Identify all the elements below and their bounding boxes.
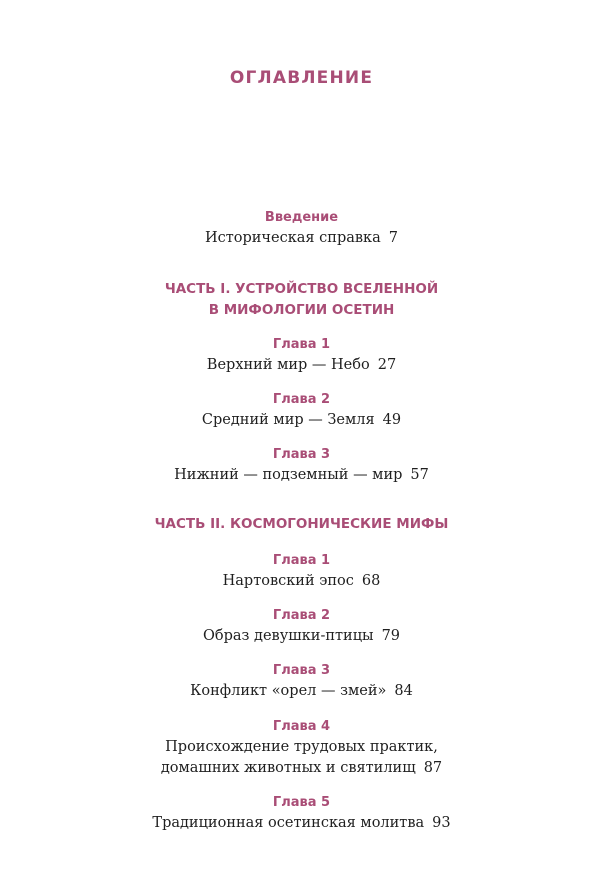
chapter-label: Глава 5 — [272, 795, 331, 810]
chapter-label: Глава 3 — [272, 663, 331, 678]
toc-entry[interactable] — [0, 228, 603, 249]
toc-chapter — [0, 445, 603, 486]
page-number: 84 — [394, 683, 413, 699]
toc-chapter — [0, 606, 603, 647]
entry-title: Верхний мир — Небо — [206, 357, 370, 373]
chapter-label: Глава 1 — [272, 337, 331, 352]
chapter-label: Глава 4 — [272, 719, 331, 734]
page-number: 27 — [377, 357, 397, 373]
chapter-label: Глава 2 — [272, 608, 331, 623]
toc-part-2-heading — [0, 514, 603, 535]
entry-title: Средний мир — Земля — [201, 412, 375, 428]
entry-title: Историческая справка — [204, 230, 381, 246]
part-heading-line: ЧАСТЬ I. УСТРОЙСТВО ВСЕЛЕННОЙ — [164, 281, 439, 297]
toc-entry[interactable] — [0, 410, 603, 431]
entry-title: Нижний — подземный — мир — [174, 467, 403, 483]
part-heading-line: ЧАСТЬ II. КОСМОГОНИЧЕСКИЕ МИФЫ — [154, 516, 449, 532]
page-number: 49 — [382, 412, 402, 428]
entry-title: Образ девушки-птицы — [202, 628, 374, 644]
chapter-label: Глава 2 — [272, 392, 331, 407]
toc-entry[interactable] — [0, 355, 603, 376]
section-heading: Введение — [264, 210, 339, 225]
toc-entry[interactable] — [0, 737, 603, 779]
chapter-label: Глава 1 — [272, 553, 331, 568]
toc-entry[interactable] — [0, 571, 603, 592]
page-number: 87 — [423, 760, 443, 776]
toc-entry[interactable] — [0, 626, 603, 647]
toc-section-intro — [0, 208, 603, 249]
page-number: 68 — [361, 573, 381, 589]
part-heading-line: В МИФОЛОГИИ ОСЕТИН — [208, 302, 395, 318]
entry-title-line: Происхождение трудовых практик, — [165, 739, 438, 755]
entry-title: Нартовский эпос — [222, 573, 354, 589]
toc-chapter — [0, 717, 603, 779]
toc-chapter — [0, 390, 603, 431]
page-number: 79 — [381, 628, 401, 644]
page-title: ОГЛАВЛЕНИЕ — [229, 68, 374, 88]
page-number: 93 — [432, 815, 451, 831]
chapter-label: Глава 3 — [272, 447, 331, 462]
page-number: 7 — [388, 230, 399, 246]
toc-chapter — [0, 551, 603, 592]
toc-part-1-heading — [0, 279, 603, 321]
toc-entry[interactable] — [0, 465, 603, 486]
toc-entry[interactable] — [0, 681, 603, 702]
toc-chapter — [0, 335, 603, 376]
toc-chapter — [0, 661, 603, 702]
entry-title: Традиционная осетинская молитва — [152, 815, 425, 831]
toc-entry[interactable] — [0, 813, 603, 834]
toc-chapter — [0, 793, 603, 834]
entry-title-line: домашних животных и святилищ — [160, 760, 416, 776]
entry-title: Конфликт «орел — змей» — [190, 683, 387, 699]
page-number: 57 — [410, 467, 429, 483]
